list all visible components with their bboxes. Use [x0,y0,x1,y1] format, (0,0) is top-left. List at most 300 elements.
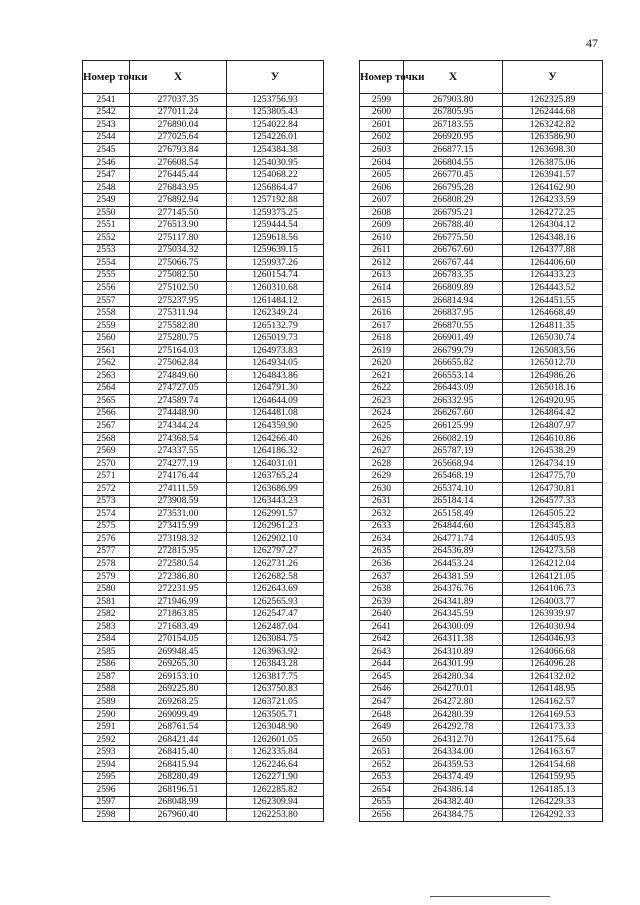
point-number-header: Номер точки [360,61,404,94]
point-number-cell: 2637 [360,570,404,583]
table-row [83,746,324,759]
point-number-cell: 2616 [360,307,404,320]
y-coordinate-cell: 1263084.75 [227,633,324,646]
point-number-cell: 2565 [83,395,130,408]
y-coordinate-cell: 1264154.68 [503,758,603,771]
table-row [360,420,603,433]
table-header-row [360,61,603,94]
table-row [360,294,603,307]
x-coordinate-cell: 275280.75 [130,332,227,345]
x-coordinate-cell: 274337.55 [130,445,227,458]
point-number-cell: 2561 [83,344,130,357]
point-number-header: Номер точки [83,61,130,94]
y-coordinate-cell: 1262902.10 [227,533,324,546]
x-coordinate-cell: 276513.90 [130,219,227,232]
table-row [360,307,603,320]
point-number-cell: 2591 [83,721,130,734]
table-row [83,520,324,533]
point-number-cell: 2543 [83,119,130,132]
y-coordinate-cell: 1264644.09 [227,395,324,408]
y-coordinate-cell: 1263505.71 [227,708,324,721]
y-coordinate-cell: 1265083.56 [503,344,603,357]
x-coordinate-cell: 271946.99 [130,595,227,608]
x-coordinate-cell: 269265.30 [130,658,227,671]
table-row [83,106,324,119]
y-coordinate-cell: 1264451.55 [503,294,603,307]
y-coordinate-cell: 1265030.74 [503,332,603,345]
y-coordinate-cell: 1263586.90 [503,131,603,144]
table-row [360,319,603,332]
y-coordinate-cell: 1264148.95 [503,683,603,696]
table-row [83,407,324,420]
point-number-cell: 2653 [360,771,404,784]
x-coordinate-cell: 264292.78 [404,721,503,734]
table-row [360,771,603,784]
table-row [83,269,324,282]
table-row [83,470,324,483]
point-number-cell: 2633 [360,520,404,533]
x-coordinate-cell: 266788.40 [404,219,503,232]
point-number-cell: 2643 [360,646,404,659]
y-coordinate-cell: 1259375.25 [227,206,324,219]
table-row [360,696,603,709]
point-number-cell: 2598 [83,809,130,822]
x-coordinate-cell: 269153.10 [130,671,227,684]
y-coordinate-cell: 1263242.82 [503,119,603,132]
point-number-cell: 2564 [83,382,130,395]
x-coordinate-cell: 268280.49 [130,771,227,784]
x-coordinate-cell: 267960.40 [130,809,227,822]
point-number-cell: 2572 [83,482,130,495]
x-coordinate-cell: 265374.10 [404,482,503,495]
point-number-cell: 2623 [360,395,404,408]
y-coordinate-cell: 1262444.68 [503,106,603,119]
x-coordinate-cell: 274344.24 [130,420,227,433]
x-coordinate-cell: 276892.94 [130,194,227,207]
x-coordinate-cell: 272815.95 [130,545,227,558]
point-number-cell: 2570 [83,457,130,470]
table-row [360,633,603,646]
x-coordinate-cell: 264311.38 [404,633,503,646]
point-number-cell: 2584 [83,633,130,646]
table-row [360,269,603,282]
y-coordinate-cell: 1263963.92 [227,646,324,659]
point-number-cell: 2566 [83,407,130,420]
table-row [83,696,324,709]
point-number-cell: 2617 [360,319,404,332]
x-coordinate-cell: 272386.80 [130,570,227,583]
point-number-cell: 2554 [83,257,130,270]
x-coordinate-cell: 275582.80 [130,319,227,332]
table-row [83,784,324,797]
y-coordinate-cell: 1264159.95 [503,771,603,784]
point-number-cell: 2567 [83,420,130,433]
point-number-cell: 2615 [360,294,404,307]
point-number-cell: 2640 [360,608,404,621]
y-coordinate-cell: 1264405.93 [503,533,603,546]
y-coordinate-cell: 1263875.06 [503,156,603,169]
table-row [83,721,324,734]
y-coordinate-cell: 1256864.47 [227,181,324,194]
y-coordinate-cell: 1264811.35 [503,319,603,332]
y-coordinate-cell: 1254030.95 [227,156,324,169]
table-row [83,545,324,558]
point-number-cell: 2606 [360,181,404,194]
y-coordinate-cell: 1264734.19 [503,457,603,470]
table-row [360,470,603,483]
point-number-cell: 2594 [83,758,130,771]
point-number-cell: 2630 [360,482,404,495]
y-coordinate-cell: 1264273.58 [503,545,603,558]
x-coordinate-cell: 266804.55 [404,156,503,169]
y-coordinate-cell: 1264775.70 [503,470,603,483]
y-coordinate-cell: 1262565.93 [227,595,324,608]
point-number-cell: 2583 [83,620,130,633]
y-coordinate-cell: 1264986.26 [503,370,603,383]
x-coordinate-cell: 269948.45 [130,646,227,659]
table-row [83,94,324,107]
table-row [83,658,324,671]
x-coordinate-cell: 264334.00 [404,746,503,759]
x-coordinate-cell: 266767.60 [404,244,503,257]
point-number-cell: 2588 [83,683,130,696]
x-coordinate-cell: 266332.95 [404,395,503,408]
table-row [360,156,603,169]
point-number-cell: 2605 [360,169,404,182]
point-number-cell: 2548 [83,181,130,194]
point-number-cell: 2644 [360,658,404,671]
table-row [83,370,324,383]
x-coordinate-cell: 268415.94 [130,758,227,771]
y-coordinate-cell: 1264730.81 [503,482,603,495]
footer-rule [430,896,550,897]
x-coordinate-cell: 274368.54 [130,432,227,445]
x-coordinate-cell: 270154.05 [130,633,227,646]
table-row [360,758,603,771]
table-row [83,796,324,809]
y-header: У [503,61,603,94]
y-coordinate-cell: 1264096.28 [503,658,603,671]
x-coordinate-cell: 266920.95 [404,131,503,144]
point-number-cell: 2600 [360,106,404,119]
table-row [360,508,603,521]
x-coordinate-cell: 264301.99 [404,658,503,671]
y-coordinate-cell: 1262253.80 [227,809,324,822]
x-coordinate-cell: 273908.59 [130,495,227,508]
table-row [83,570,324,583]
y-coordinate-cell: 1265132.79 [227,319,324,332]
y-coordinate-cell: 1264233.59 [503,194,603,207]
table-row [83,771,324,784]
point-number-cell: 2569 [83,445,130,458]
point-number-cell: 2604 [360,156,404,169]
point-number-cell: 2646 [360,683,404,696]
point-number-cell: 2595 [83,771,130,784]
point-number-cell: 2603 [360,144,404,157]
point-number-cell: 2582 [83,608,130,621]
point-number-cell: 2575 [83,520,130,533]
x-coordinate-cell: 265668.94 [404,457,503,470]
y-coordinate-cell: 1263939.97 [503,608,603,621]
y-coordinate-cell: 1264046.93 [503,633,603,646]
point-number-cell: 2620 [360,357,404,370]
point-number-cell: 2634 [360,533,404,546]
y-coordinate-cell: 1262601.05 [227,733,324,746]
x-coordinate-cell: 264280.34 [404,671,503,684]
point-number-cell: 2631 [360,495,404,508]
y-coordinate-cell: 1254068.22 [227,169,324,182]
x-coordinate-cell: 264310.89 [404,646,503,659]
x-coordinate-cell: 265184.14 [404,495,503,508]
table-row [83,144,324,157]
y-coordinate-cell: 1262643.69 [227,583,324,596]
table-row [360,119,603,132]
table-row [83,119,324,132]
table-row [360,219,603,232]
y-coordinate-cell: 1264406.60 [503,257,603,270]
x-coordinate-cell: 266443.09 [404,382,503,395]
table-row [360,746,603,759]
x-coordinate-cell: 275237.95 [130,294,227,307]
x-coordinate-cell: 265468.19 [404,470,503,483]
point-number-cell: 2562 [83,357,130,370]
x-coordinate-cell: 264345.59 [404,608,503,621]
point-number-cell: 2627 [360,445,404,458]
page-number: 47 [586,36,598,50]
y-coordinate-cell: 1262246.64 [227,758,324,771]
table-row [360,344,603,357]
x-coordinate-cell: 264536.89 [404,545,503,558]
x-coordinate-cell: 271683.49 [130,620,227,633]
y-coordinate-cell: 1264003.77 [503,595,603,608]
x-coordinate-cell: 266553.14 [404,370,503,383]
table-row [83,181,324,194]
y-coordinate-cell: 1264359.90 [227,420,324,433]
x-coordinate-cell: 275311.94 [130,307,227,320]
table-row [83,733,324,746]
point-number-cell: 2636 [360,558,404,571]
x-coordinate-cell: 272580.54 [130,558,227,571]
y-coordinate-cell: 1264610.86 [503,432,603,445]
x-coordinate-cell: 276793.84 [130,144,227,157]
y-coordinate-cell: 1262285.82 [227,784,324,797]
table-row [83,332,324,345]
table-row [360,520,603,533]
table-row [83,156,324,169]
y-coordinate-cell: 1264212.04 [503,558,603,571]
table-row [360,620,603,633]
y-coordinate-cell: 1262309.94 [227,796,324,809]
table-row [360,733,603,746]
point-number-cell: 2552 [83,232,130,245]
y-coordinate-cell: 1264577.33 [503,495,603,508]
y-coordinate-cell: 1259444.54 [227,219,324,232]
x-coordinate-cell: 265158.49 [404,508,503,521]
point-number-cell: 2629 [360,470,404,483]
y-coordinate-cell: 1264481.08 [227,407,324,420]
x-coordinate-cell: 266814.94 [404,294,503,307]
table-row [360,796,603,809]
x-coordinate-cell: 275117.80 [130,232,227,245]
table-row [360,244,603,257]
table-row [83,232,324,245]
x-coordinate-cell: 264382.40 [404,796,503,809]
y-coordinate-cell: 1264030.94 [503,620,603,633]
point-number-cell: 2648 [360,708,404,721]
x-coordinate-cell: 267805.95 [404,106,503,119]
table-row [360,608,603,621]
point-number-cell: 2645 [360,671,404,684]
point-number-cell: 2650 [360,733,404,746]
point-number-cell: 2622 [360,382,404,395]
point-number-cell: 2624 [360,407,404,420]
x-coordinate-cell: 274448.90 [130,407,227,420]
y-coordinate-cell: 1264345.83 [503,520,603,533]
x-coordinate-cell: 264771.74 [404,533,503,546]
x-coordinate-cell: 268196.51 [130,784,227,797]
y-coordinate-cell: 1259639.15 [227,244,324,257]
point-number-cell: 2574 [83,508,130,521]
x-coordinate-cell: 266082.19 [404,432,503,445]
table-row [360,721,603,734]
point-number-cell: 2641 [360,620,404,633]
table-header-row [83,61,324,94]
point-number-cell: 2654 [360,784,404,797]
y-coordinate-cell: 1264934.05 [227,357,324,370]
x-coordinate-cell: 266877.15 [404,144,503,157]
point-number-cell: 2656 [360,809,404,822]
y-coordinate-cell: 1262991.57 [227,508,324,521]
table-row [83,495,324,508]
x-coordinate-cell: 264280.39 [404,708,503,721]
x-coordinate-cell: 264376.76 [404,583,503,596]
point-number-cell: 2599 [360,94,404,107]
x-coordinate-cell: 264312.70 [404,733,503,746]
point-number-cell: 2596 [83,784,130,797]
table-row [360,407,603,420]
point-number-cell: 2632 [360,508,404,521]
y-coordinate-cell: 1264066.68 [503,646,603,659]
table-row [83,194,324,207]
table-row [83,708,324,721]
point-number-cell: 2571 [83,470,130,483]
x-coordinate-cell: 264270.01 [404,683,503,696]
y-coordinate-cell: 1264106.73 [503,583,603,596]
x-coordinate-cell: 274589.74 [130,395,227,408]
y-coordinate-cell: 1264505.22 [503,508,603,521]
y-coordinate-cell: 1262325.89 [503,94,603,107]
y-coordinate-cell: 1263721.05 [227,696,324,709]
x-coordinate-cell: 273531.00 [130,508,227,521]
y-coordinate-cell: 1262487.04 [227,620,324,633]
point-number-cell: 2587 [83,671,130,684]
point-number-cell: 2597 [83,796,130,809]
point-number-cell: 2563 [83,370,130,383]
point-number-cell: 2652 [360,758,404,771]
point-number-cell: 2544 [83,131,130,144]
x-coordinate-cell: 268048.99 [130,796,227,809]
point-number-cell: 2647 [360,696,404,709]
x-coordinate-cell: 275066.75 [130,257,227,270]
y-coordinate-cell: 1264169.53 [503,708,603,721]
table-row [83,257,324,270]
x-coordinate-cell: 264384.75 [404,809,503,822]
x-coordinate-cell: 275062.84 [130,357,227,370]
y-coordinate-cell: 1263750.83 [227,683,324,696]
point-number-cell: 2621 [360,370,404,383]
coordinates-body-left [83,94,324,822]
point-number-cell: 2550 [83,206,130,219]
x-coordinate-cell: 267183.55 [404,119,503,132]
x-coordinate-cell: 264453.24 [404,558,503,571]
table-row [83,382,324,395]
point-number-cell: 2558 [83,307,130,320]
table-row [83,169,324,182]
table-row [360,232,603,245]
y-coordinate-cell: 1259618.56 [227,232,324,245]
point-number-cell: 2585 [83,646,130,659]
x-coordinate-cell: 277011.24 [130,106,227,119]
point-number-cell: 2607 [360,194,404,207]
x-coordinate-cell: 264844.60 [404,520,503,533]
table-row [360,332,603,345]
point-number-cell: 2556 [83,282,130,295]
y-coordinate-cell: 1264443.52 [503,282,603,295]
y-coordinate-cell: 1262271.90 [227,771,324,784]
y-coordinate-cell: 1264920.95 [503,395,603,408]
point-number-cell: 2553 [83,244,130,257]
x-coordinate-cell: 264374.49 [404,771,503,784]
x-coordinate-cell: 277037.35 [130,94,227,107]
y-coordinate-cell: 1262731.26 [227,558,324,571]
x-coordinate-cell: 273198.32 [130,533,227,546]
point-number-cell: 2545 [83,144,130,157]
x-coordinate-cell: 268761.54 [130,721,227,734]
y-coordinate-cell: 1260154.74 [227,269,324,282]
table-row [83,508,324,521]
table-row [360,169,603,182]
point-number-cell: 2555 [83,269,130,282]
x-coordinate-cell: 272231.95 [130,583,227,596]
table-row [83,206,324,219]
point-number-cell: 2546 [83,156,130,169]
table-row [360,357,603,370]
x-coordinate-cell: 266767.44 [404,257,503,270]
x-coordinate-cell: 276608.54 [130,156,227,169]
x-coordinate-cell: 266901.49 [404,332,503,345]
point-number-cell: 2576 [83,533,130,546]
y-coordinate-cell: 1257192.88 [227,194,324,207]
x-coordinate-cell: 275102.50 [130,282,227,295]
point-number-cell: 2601 [360,119,404,132]
y-coordinate-cell: 1260310.68 [227,282,324,295]
point-number-cell: 2642 [360,633,404,646]
y-coordinate-cell: 1261484.12 [227,294,324,307]
x-coordinate-cell: 269099.49 [130,708,227,721]
x-coordinate-cell: 274176.44 [130,470,227,483]
point-number-cell: 2626 [360,432,404,445]
x-coordinate-cell: 274727.05 [130,382,227,395]
table-row [360,809,603,822]
y-coordinate-cell: 1264121.05 [503,570,603,583]
x-coordinate-cell: 266770.45 [404,169,503,182]
point-number-cell: 2613 [360,269,404,282]
table-row [83,294,324,307]
y-coordinate-cell: 1264433.23 [503,269,603,282]
table-row [360,583,603,596]
y-coordinate-cell: 1263765.24 [227,470,324,483]
point-number-cell: 2557 [83,294,130,307]
